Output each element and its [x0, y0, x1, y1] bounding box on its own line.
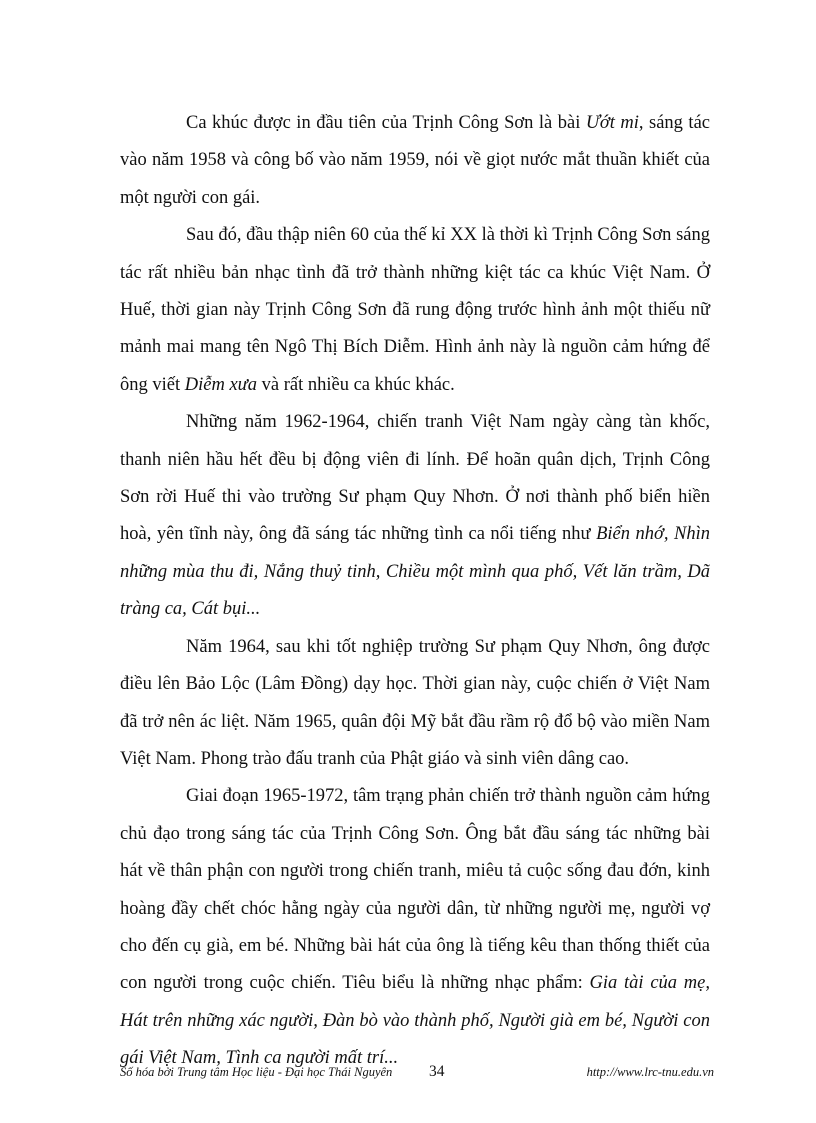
text-run: , sáng tác vào năm 1958 và công bố vào năm 1959, nói về giọt nước mắt thuần khiết của một người con gái. — [120, 113, 710, 208]
text-run: Năm 1964, sau khi tốt nghiệp trường Sư phạm Quy Nhơn, ông được điều lên Bảo Lộc (Lâm Đồng) dạy học. Thời gian này, cuộc chiến ở Việt Nam đã trở nên ác liệt. Năm 1965, quân đội Mỹ bắt đầu rầm rộ đổ bộ vào miền Nam Việt Nam. Phong trào đấu tranh của Phật giáo và sinh viên dâng cao. — [120, 636, 710, 769]
text-run: Ca khúc được in đầu tiên của Trịnh Công Sơn là bài — [186, 113, 586, 133]
text-run: Giai đoạn 1965-1972, tâm trạng phản chiến trở thành nguồn cảm hứng chủ đạo trong sáng tác của Trịnh Công Sơn. Ông bắt đầu sáng tác những bài hát về thân phận con người trong chiến tranh, miêu tả cuộc sống đau đớn, kinh hoàng đầy chết chóc hằng ngày của người dân, từ những người mẹ, người vợ cho đến cụ già, em bé. Những bài hát của ông là tiếng kêu than thống thiết của con người trong cuộc chiến. Tiêu biểu là những nhạc phẩm: — [120, 786, 710, 994]
italic-title-run: Diễm xưa — [184, 374, 257, 395]
text-run: và rất nhiều ca khúc khác. — [257, 374, 455, 395]
footer-url-link[interactable]: http://www.lrc-tnu.edu.vn — [586, 1065, 714, 1079]
page-number: 34 — [429, 1063, 445, 1080]
paragraph-3 — [120, 404, 710, 628]
paragraph-4 — [120, 629, 710, 779]
page-footer — [120, 1060, 716, 1084]
footer-source-text: Số hóa bởi Trung tâm Học liệu - Đại học Thái Nguyên — [120, 1065, 393, 1079]
paragraph-2 — [120, 217, 710, 404]
document-body — [120, 105, 710, 1078]
paragraph-5 — [120, 778, 710, 1077]
italic-title-run: Gia tài của mẹ, Hát trên những xác người, Đàn bò vào thành phố, Người già em bé, Người con gái Việt Nam, Tình ca người mất trí... — [120, 973, 710, 1069]
italic-title-run: Ướt mi — [585, 113, 639, 133]
text-run: Những năm 1962-1964, chiến tranh Việt Nam ngày càng tàn khốc, thanh niên hầu hết đều bị động viên đi lính. Để hoãn quân dịch, Trịnh Công Sơn rời Huế thi vào trường Sư phạm Quy Nhơn. Ở nơi thành phố biển hiền hoà, yên tĩnh này, ông đã sáng tác những tình ca nổi tiếng như — [120, 412, 710, 545]
paragraph-1 — [120, 105, 710, 217]
text-run: Sau đó, đầu thập niên 60 của thế kỉ XX là thời kì Trịnh Công Sơn sáng tác rất nhiều bản nhạc tình đã trở thành những kiệt tác ca khúc Việt Nam. Ở Huế, thời gian này Trịnh Công Sơn đã rung động trước hình ảnh một thiếu nữ mảnh mai mang tên Ngô Thị Bích Diễm. Hình ảnh này là nguồn cảm hứng để ông viết — [120, 225, 710, 395]
italic-title-run: Biển nhớ, Nhìn những mùa thu đi, Nắng thuỷ tinh, Chiều một mình qua phố, Vết lăn trầm, Dã tràng ca, Cát bụi... — [120, 524, 710, 620]
